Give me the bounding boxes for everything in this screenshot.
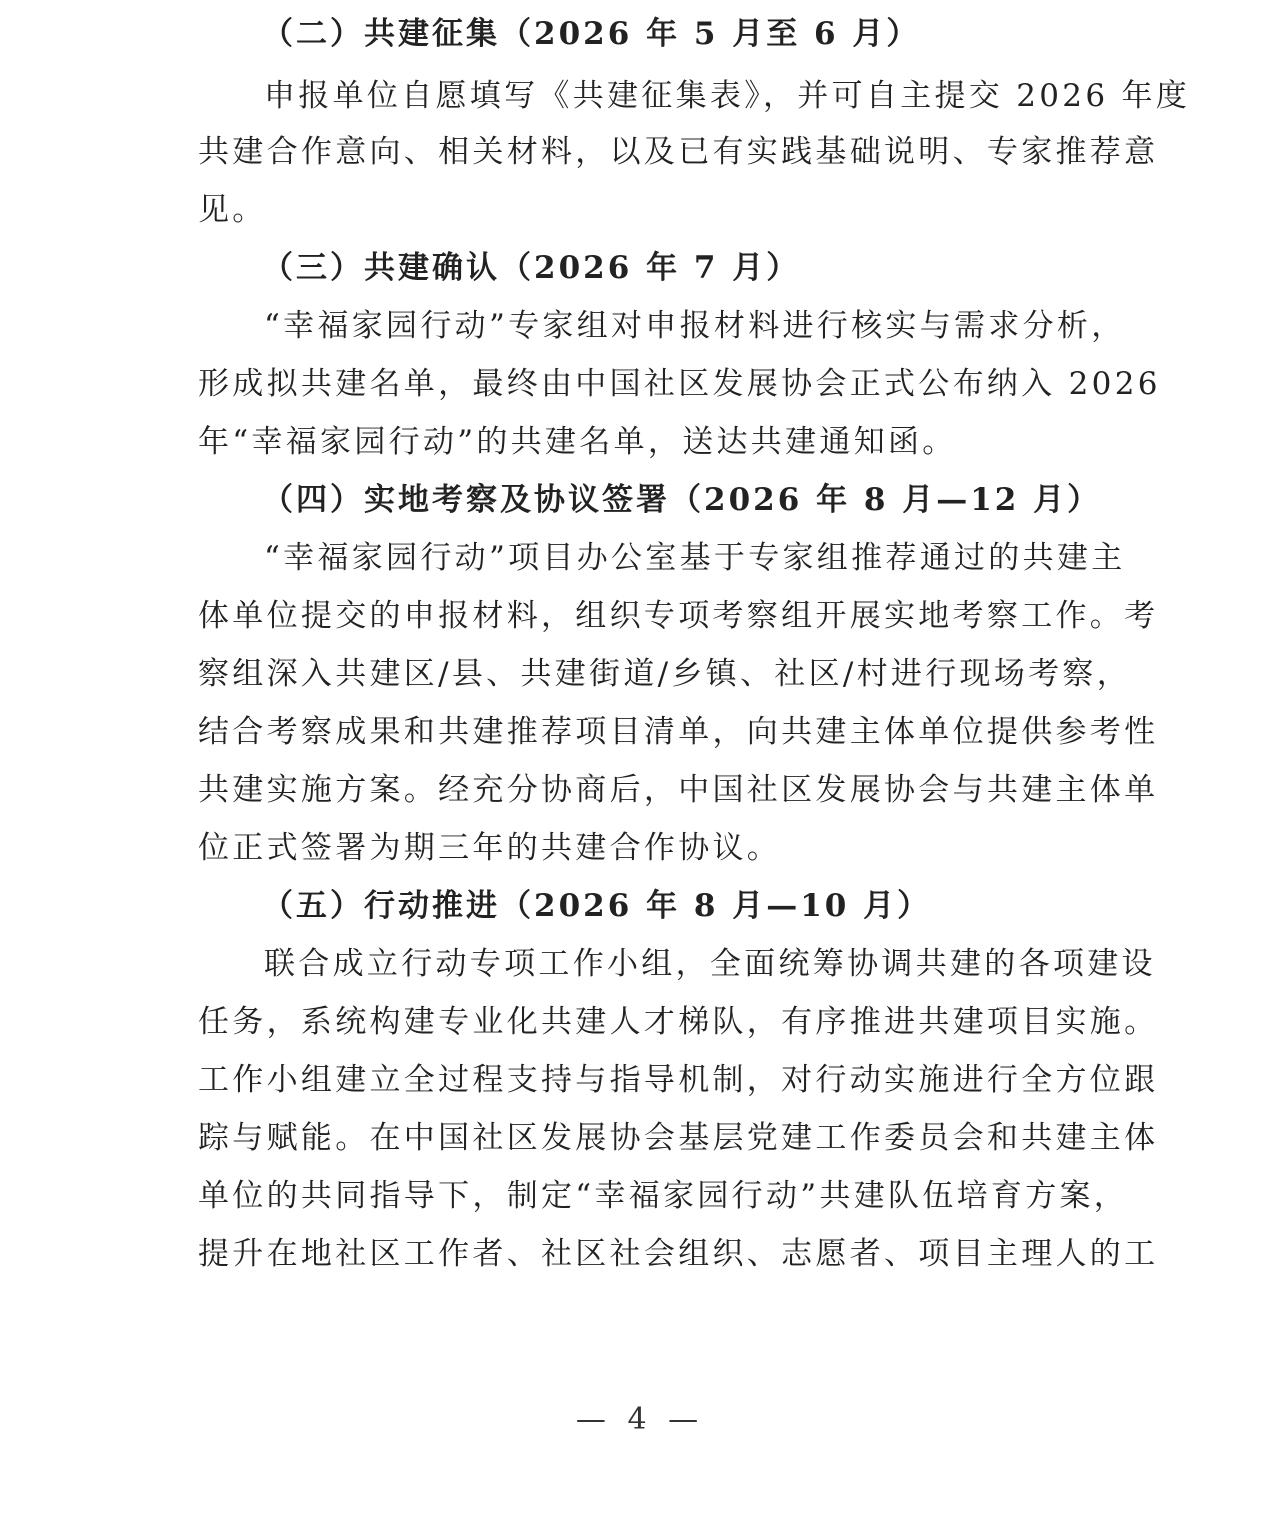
paragraph-line: 踪与赋能。在中国社区发展协会基层党建工作委员会和共建主体 (198, 1120, 1159, 1156)
paragraph-line: 申报单位自愿填写《共建征集表》，并可自主提交 2026 年度 (264, 78, 1191, 114)
section-heading-4: （四）实地考察及协议签署（2026 年 8 月—12 月） (262, 482, 1102, 518)
paragraph-line: “幸福家园行动”项目办公室基于专家组推荐通过的共建主 (264, 540, 1126, 576)
paragraph-line: 察组深入共建区/县、共建街道/乡镇、社区/村进行现场考察， (198, 656, 1132, 692)
paragraph-line: 年“幸福家园行动”的共建名单，送达共建通知函。 (198, 424, 957, 460)
paragraph-line: 位正式签署为期三年的共建合作协议。 (198, 830, 782, 866)
page-number: — 4 — (575, 1402, 705, 1437)
paragraph-line: 体单位提交的申报材料，组织专项考察组开展实地考察工作。考 (198, 598, 1159, 634)
paragraph-line: 单位的共同指导下，制定“幸福家园行动”共建队伍培育方案， (198, 1178, 1129, 1214)
paragraph-line: 任务，系统构建专业化共建人才梯队，有序推进共建项目实施。 (198, 1004, 1159, 1040)
section-heading-3: （三）共建确认（2026 年 7 月） (262, 250, 801, 286)
section-heading-5: （五）行动推进（2026 年 8 月—10 月） (262, 888, 932, 924)
paragraph-line: 形成拟共建名单，最终由中国社区发展协会正式公布纳入 2026 (198, 366, 1161, 402)
paragraph-line: 共建合作意向、相关材料，以及已有实践基础说明、专家推荐意 (198, 134, 1159, 170)
paragraph-line: 工作小组建立全过程支持与指导机制，对行动实施进行全方位跟 (198, 1062, 1159, 1098)
paragraph-line: 共建实施方案。经充分协商后，中国社区发展协会与共建主体单 (198, 772, 1159, 808)
paragraph-line: 联合成立行动专项工作小组，全面统筹协调共建的各项建设 (264, 946, 1156, 982)
paragraph-line: “幸福家园行动”专家组对申报材料进行核实与需求分析， (264, 308, 1126, 344)
section-heading-2: （二）共建征集（2026 年 5 月至 6 月） (262, 16, 921, 52)
paragraph-line: 结合考察成果和共建推荐项目清单，向共建主体单位提供参考性 (198, 714, 1159, 750)
paragraph-line: 提升在地社区工作者、社区社会组织、志愿者、项目主理人的工 (198, 1236, 1159, 1272)
paragraph-line: 见。 (198, 192, 267, 228)
